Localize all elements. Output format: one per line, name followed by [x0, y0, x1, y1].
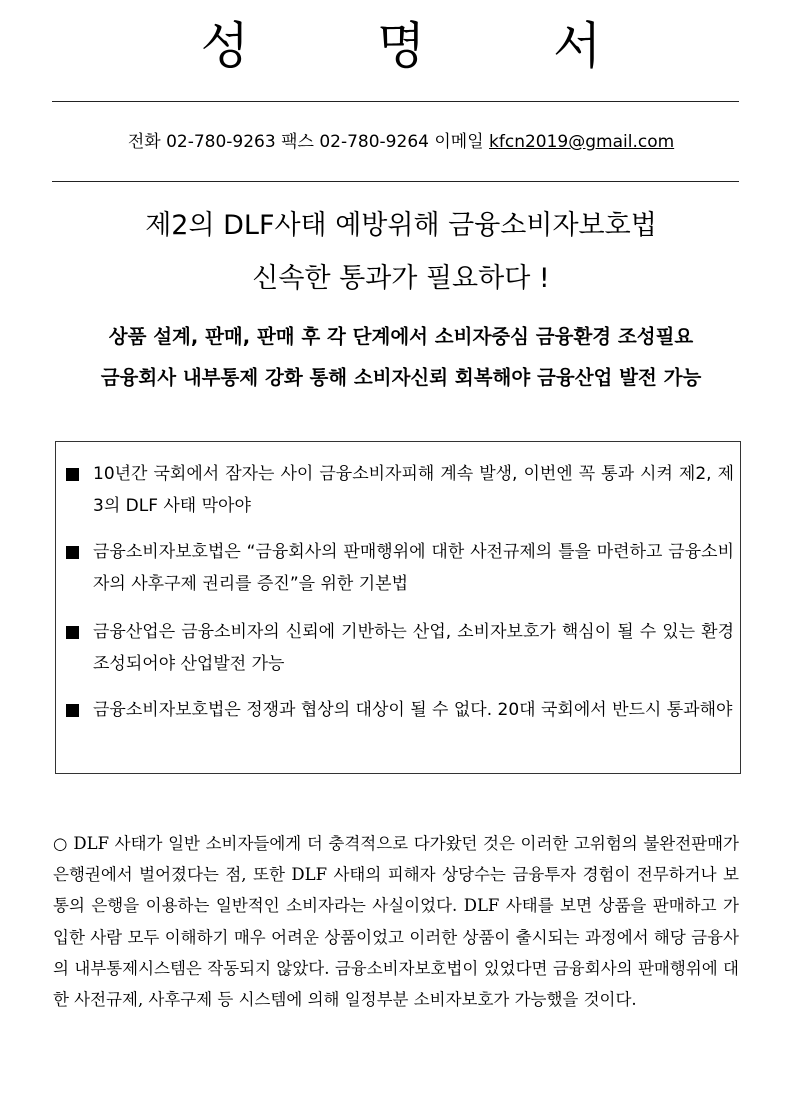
document-title: 성 명 서 — [200, 17, 658, 75]
contact-phone-fax: 전화 02-780-9263 팩스 02-780-9264 이메일 — [127, 132, 490, 152]
key-point-item — [66, 458, 734, 522]
key-point-text: 금융소비자보호법은 정쟁과 협상의 대상이 될 수 없다. 20대 국회에서 반드시 통과해야 — [93, 700, 733, 720]
headline-line-1: 제2의 DLF사태 예방위해 금융소비자보호법 — [145, 210, 657, 241]
key-point-text: 금융소비자보호법은 “금융회사의 판매행위에 대한 사전규제의 틀을 마련하고 금융소비자의 사후구제 권리를 증진”을 위한 기본법 — [93, 542, 734, 594]
square-bullet-icon — [66, 626, 79, 639]
key-point-text: 10년간 국회에서 잠자는 사이 금융소비자피해 계속 발생, 이번엔 꼭 통과 시켜 제2, 제3의 DLF 사태 막아야 — [93, 464, 734, 516]
headline-line-2: 신속한 통과가 필요하다 ! — [252, 263, 550, 294]
bottom-divider — [52, 181, 739, 182]
subheadline-line-2: 금융회사 내부통제 강화 통해 소비자신뢰 회복해야 금융산업 발전 가능 — [100, 366, 702, 389]
subheadline-line-1: 상품 설계, 판매, 판매 후 각 단계에서 소비자중심 금융환경 조성필요 — [108, 325, 694, 348]
contact-line — [0, 130, 802, 154]
square-bullet-icon — [66, 546, 79, 559]
square-bullet-icon — [66, 468, 79, 481]
top-divider — [52, 101, 739, 102]
body-paragraph: ○ DLF 사태가 일반 소비자들에게 더 충격적으로 다가왔던 것은 이러한 고위험의 불완전판매가 은행권에서 벌어졌다는 점, 또한 DLF 사태의 피해자 상당수는 금융투자 경험이 전무하거나 보통의 은행을 이용하는 일반적인 소비자라는 사실이었다. DLF 사태를 보면 상품을 판매하고 가입한 사람 모두 이해하기 매우 어려운 상품이었고 이러한 상품이 출시되는 과정에서 해당 금융사의 내부통제시스템은 작동되지 않았다. 금융소비자보호법이 있었다면 금융회사의 판매행위에 대한 사전규제, 사후구제 등 시스템에 의해 일정부분 소비자보호가 가능했을 것이다. — [53, 834, 739, 1010]
contact-email-link[interactable]: kfcn2019@gmail.com — [489, 132, 675, 152]
key-point-item — [66, 536, 734, 600]
key-point-item — [66, 616, 734, 680]
key-points-box — [55, 441, 741, 774]
key-point-text: 금융산업은 금융소비자의 신뢰에 기반하는 산업, 소비자보호가 핵심이 될 수 있는 환경 조성되어야 산업발전 가능 — [93, 622, 734, 674]
key-point-item — [66, 694, 734, 726]
square-bullet-icon — [66, 704, 79, 717]
